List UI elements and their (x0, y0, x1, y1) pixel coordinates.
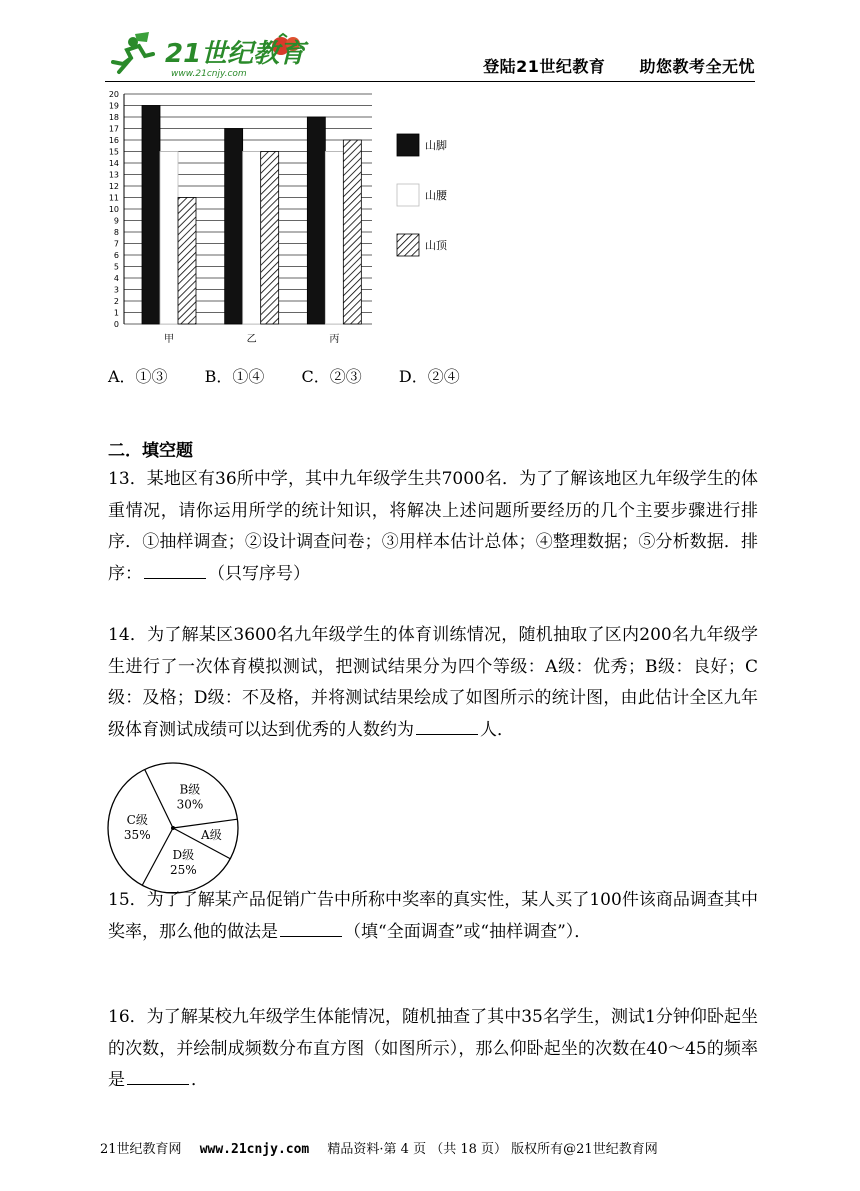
pie-percent-label: 25% (169, 863, 197, 878)
y-tick-label: 11 (108, 193, 119, 203)
x-category-label: 甲 (164, 334, 174, 345)
logo-url: www.21cnjy.com (171, 69, 247, 79)
y-tick-label: 20 (108, 90, 119, 99)
logo-text: 21世纪教育 (165, 39, 306, 69)
pie-slice-label: C级 (126, 813, 148, 828)
y-tick-label: 10 (108, 205, 119, 214)
question-13 (108, 464, 758, 590)
bar (225, 129, 243, 325)
question-15 (108, 885, 758, 948)
q16-text-after: ． (191, 1070, 208, 1090)
y-tick-label: 13 (108, 170, 119, 180)
y-tick-label: 0 (113, 320, 119, 329)
answer-options (108, 364, 492, 387)
y-tick-label: 9 (113, 216, 119, 226)
y-tick-label: 18 (108, 113, 119, 122)
pie-slice-label: B级 (179, 782, 201, 797)
y-tick-label: 14 (108, 159, 119, 168)
pie-center (171, 826, 175, 830)
header-slogan-right: 助您教考全无忧 (639, 57, 755, 76)
q13-text-after: （只写序号） (208, 563, 310, 584)
bar (261, 152, 279, 325)
bar (160, 152, 178, 325)
header-divider (105, 81, 755, 82)
pie-chart (105, 760, 241, 896)
y-tick-label: 4 (113, 274, 119, 283)
header-slogan (455, 54, 755, 77)
q14-text-after: 人． (480, 719, 514, 740)
logo-21cnjy (105, 28, 310, 80)
option-d: D．②④ (398, 367, 460, 386)
q13-text: 13．某地区有36所中学，其中九年级学生共7000名．为了了解该地区九年级学生的体重情况，请你运用所学的统计知识，将解决上述问题所要经历的几个主要步骤进行排序．①抽样调查；②设计调查问卷；③用样本估计总体；④整理数据；⑤分析数据．排序： (108, 469, 758, 584)
question-16 (108, 1002, 758, 1097)
question-14 (108, 620, 758, 746)
option-c: C．②③ (301, 367, 362, 386)
y-tick-label: 8 (113, 228, 119, 237)
pie-slice-label: A级 (201, 827, 222, 842)
q16-text: 16．为了解某校九年级学生体能情况，随机抽查了其中35名学生，测试1分钟仰卧起坐的次数，并绘制成频数分布直方图（如图所示），那么仰卧起坐的次数在40～45的频率是 (108, 1007, 758, 1090)
q15-text: 15．为了了解某产品促销广告中所称中奖率的真实性，某人买了100件该商品调查其中奖率，那么他的做法是 (108, 890, 758, 942)
y-tick-label: 15 (108, 147, 119, 157)
bar-chart (100, 86, 480, 348)
answer-blank[interactable] (416, 716, 478, 735)
y-tick-label: 17 (108, 124, 119, 134)
legend-label: 山腰 (425, 189, 447, 202)
answer-blank[interactable] (144, 560, 206, 579)
x-category-label: 乙 (246, 334, 257, 345)
x-category-label: 丙 (329, 334, 340, 345)
answer-blank[interactable] (280, 918, 342, 937)
legend-swatch (397, 234, 419, 256)
bar (142, 106, 160, 325)
section-title: 二．填空题 (108, 441, 193, 461)
y-tick-label: 1 (113, 308, 119, 318)
option-a: A．①③ (108, 367, 168, 386)
bar (325, 152, 343, 325)
page-header (105, 28, 755, 84)
y-tick-label: 12 (108, 182, 119, 191)
bar (178, 198, 196, 325)
option-b: B．①④ (204, 367, 265, 386)
y-tick-label: 19 (108, 101, 119, 111)
bar (343, 140, 361, 324)
legend-swatch (397, 134, 419, 156)
y-tick-label: 2 (113, 297, 119, 306)
answer-blank[interactable] (127, 1066, 189, 1085)
q14-text: 14．为了解某区3600名九年级学生的体育训练情况，随机抽取了区内200名九年级学生进行了一次体育模拟测试，把测试结果分为四个等级：A级：优秀；B级：良好；C级：及格；D级：不及格，并将测试结果绘成了如图所示的统计图，由此估计全区九年级体育测试成绩可以达到优秀的人数约为 (108, 625, 758, 740)
legend-swatch (397, 184, 419, 206)
y-tick-label: 3 (113, 285, 119, 295)
q15-text-after: （填“全面调查”或“抽样调查”）． (344, 921, 592, 942)
pie-slice-label: D级 (172, 848, 195, 863)
y-tick-label: 7 (113, 239, 119, 249)
pie-percent-label: 35% (123, 828, 151, 843)
footer-site: 21世纪教育网 (100, 1142, 182, 1157)
page-footer (100, 1138, 760, 1157)
legend-label: 山脚 (425, 139, 447, 152)
y-tick-label: 6 (113, 251, 119, 260)
footer-url[interactable]: www.21cnjy.com (199, 1142, 310, 1157)
y-tick-label: 16 (108, 136, 119, 145)
pie-percent-label: 30% (176, 797, 204, 812)
footer-page-info: 精品资料·第 4 页 （共 18 页） 版权所有@21世纪教育网 (327, 1142, 658, 1157)
legend-label: 山顶 (425, 239, 447, 252)
bar (243, 152, 261, 325)
bar (307, 117, 325, 324)
header-slogan-left: 登陆21世纪教育 (483, 57, 606, 76)
y-tick-label: 5 (113, 262, 119, 272)
